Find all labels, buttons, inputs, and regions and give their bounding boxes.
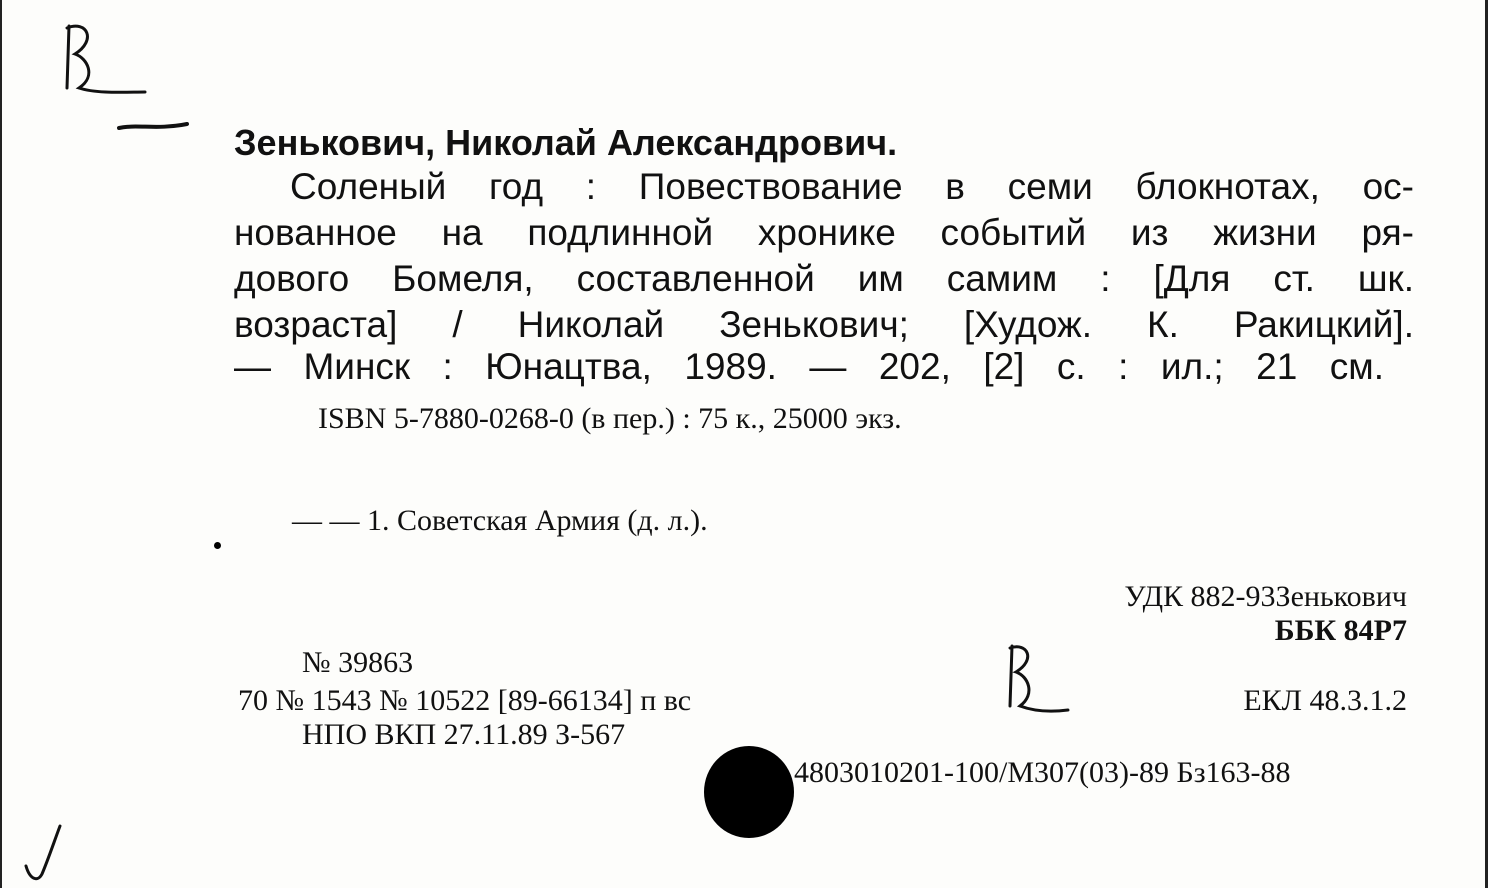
handwritten-dash <box>117 120 189 136</box>
handwritten-mark-top-left <box>57 18 157 98</box>
description-line-2: нованное на подлинной хронике событий из жизни ря- <box>234 212 1414 253</box>
ekl-code: ЕКЛ 48.3.1.2 <box>1243 684 1407 717</box>
punch-hole <box>704 746 794 838</box>
handwritten-mark-middle <box>1002 640 1072 720</box>
handwritten-checkmark <box>20 822 70 886</box>
ink-dot <box>214 542 221 549</box>
bbk-code: ББК 84Р7 <box>1274 614 1407 647</box>
catalog-code: 4803010201-100/М307(03)-89 Бз163-88 <box>794 756 1291 789</box>
isbn-line: ISBN 5-7880-0268-0 (в пер.) : 75 к., 25000 экз. <box>318 402 902 435</box>
author-heading: Зенькович, Николай Александрович. <box>234 122 898 163</box>
order-numbers: 70 № 1543 № 10522 [89-66134] п вс <box>238 684 692 717</box>
description-line-5: — Минск : Юнацтва, 1989. — 202, [2] с. : ил.; 21 см. <box>234 346 1384 387</box>
card-number: № 39863 <box>302 646 414 679</box>
description-line-3: дового Бомеля, составленной им самим : [Для ст. шк. <box>234 258 1414 299</box>
udk-code: УДК 882-93Зенькович <box>1124 580 1407 613</box>
subject-heading: — — 1. Советская Армия (д. л.). <box>292 504 708 537</box>
description-line-4: возраста] / Николай Зенькович; [Худож. К. Ракицкий]. <box>234 304 1414 345</box>
description-line-1: Соленый год : Повествование в семи блокнотах, ос- <box>290 166 1414 207</box>
printing-info: НПО ВКП 27.11.89 З-567 <box>302 718 626 751</box>
